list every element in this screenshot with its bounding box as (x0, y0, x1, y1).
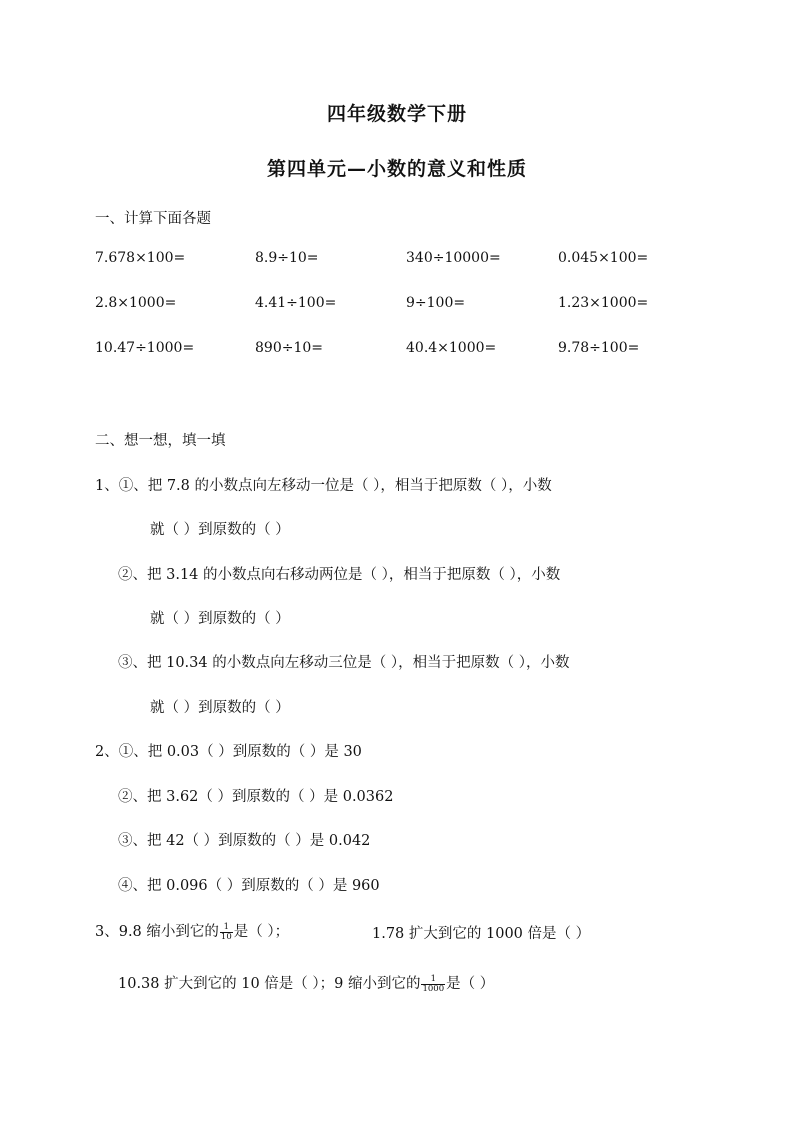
q3-line1-pre: 3、9.8 缩小到它的 (95, 924, 219, 940)
fraction-denominator: 1000 (422, 983, 445, 994)
q3-line2 (118, 972, 494, 994)
q1a-line2: 就（ ）到原数的（ ） (150, 522, 290, 538)
q2c-line: ③、把 42（ ）到原数的（ ）是 0.042 (118, 833, 371, 849)
calc-item: 9÷100= (406, 295, 466, 311)
q1c-line2: 就（ ）到原数的（ ） (150, 700, 290, 716)
calc-row (95, 340, 715, 385)
fraction-one-thousandth (421, 975, 445, 994)
q3-line1 (95, 920, 289, 942)
q3-line2-post: 是（ ） (446, 976, 495, 992)
fraction-numerator: 1 (421, 975, 445, 985)
q3-line1-mid: 是（ ）； (233, 924, 290, 940)
fraction-numerator: 1 (220, 923, 233, 933)
calc-item: 0.045×100= (558, 250, 649, 266)
q1a-line1: 1、①、把 7.8 的小数点向左移动一位是（ ），相当于把原数（ ），小数 (95, 478, 552, 494)
fraction-one-tenth (220, 923, 233, 942)
calc-item: 8.9÷10= (255, 250, 319, 266)
q3-line2-pre: 10.38 扩大到它的 10 倍是（ ）；9 缩小到它的 (118, 976, 421, 992)
page-subtitle: 第四单元—小数的意义和性质 (266, 158, 527, 180)
calculation-grid (95, 250, 715, 385)
calc-item: 1.23×1000= (558, 295, 649, 311)
calc-item: 340÷10000= (406, 250, 501, 266)
q3-line1-part2: 1.78 扩大到它的 1000 倍是（ ） (372, 926, 591, 942)
q1b-line1: ②、把 3.14 的小数点向右移动两位是（ ），相当于把原数（ ），小数 (118, 567, 561, 583)
calc-item: 7.678×100= (95, 250, 186, 266)
calc-item: 9.78÷100= (558, 340, 640, 356)
calc-item: 10.47÷1000= (95, 340, 195, 356)
calc-item: 40.4×1000= (406, 340, 497, 356)
calc-row (95, 295, 715, 340)
fraction-denominator: 10 (220, 931, 232, 942)
page-title: 四年级数学下册 (326, 103, 467, 125)
q1c-line1: ③、把 10.34 的小数点向左移动三位是（ ），相当于把原数（ ），小数 (118, 655, 570, 671)
calc-row (95, 250, 715, 295)
q2d-line: ④、把 0.096（ ）到原数的（ ）是 960 (118, 878, 380, 894)
section1-heading: 一、计算下面各题 (95, 211, 211, 227)
section2-heading: 二、想一想，填一填 (95, 433, 226, 449)
calc-item: 2.8×1000= (95, 295, 177, 311)
calc-item: 890÷10= (255, 340, 323, 356)
q1b-line2: 就（ ）到原数的（ ） (150, 611, 290, 627)
q2a-line: 2、①、把 0.03（ ）到原数的（ ）是 30 (95, 744, 362, 760)
q2b-line: ②、把 3.62（ ）到原数的（ ）是 0.0362 (118, 789, 394, 805)
calc-item: 4.41÷100= (255, 295, 337, 311)
